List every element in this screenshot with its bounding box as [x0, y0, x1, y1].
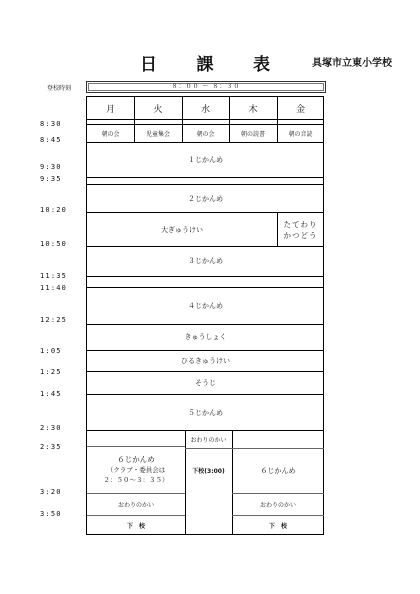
- morning-fri: 朝の音読: [288, 131, 313, 138]
- time-label: 9:35: [40, 175, 62, 183]
- wed-dismissal: 下校(3:00): [192, 468, 225, 475]
- time-label: 1:05: [40, 347, 62, 355]
- thu-dismissal: 下 校: [268, 522, 287, 530]
- period-1: １じかんめ: [188, 155, 223, 164]
- noon-break: ひるきゅうけい: [181, 357, 230, 365]
- tatewari-activity: [277, 213, 324, 246]
- period-5: ５じかんめ: [188, 408, 223, 417]
- time-label: 11:40: [40, 284, 68, 292]
- time-label: 2:30: [40, 424, 62, 432]
- period-2: ２じかんめ: [188, 194, 223, 203]
- club-time: ２：５０〜３：３５）: [103, 475, 169, 484]
- morning-tue: 児童集会: [145, 131, 170, 138]
- time-label: 1:45: [40, 390, 62, 398]
- arrival-label: 登校時刻: [47, 85, 72, 92]
- day-header-fri: 金: [295, 104, 305, 115]
- tatewari-line: たてわり: [283, 219, 318, 229]
- day-header-thu: 木: [248, 104, 258, 115]
- time-label: 9:30: [40, 163, 62, 171]
- recess: 大ぎゅうけい: [161, 225, 203, 234]
- thu-period-6: ６じかんめ: [260, 467, 296, 475]
- time-label: 1:25: [40, 368, 62, 376]
- morning-mon: 朝の会: [101, 131, 120, 138]
- period-6-label: ６じかんめ: [117, 454, 155, 464]
- time-label: 8:45: [40, 136, 62, 144]
- day-header-tue: 火: [153, 104, 163, 115]
- morning-wed: 朝の会: [196, 131, 215, 138]
- time-label: 12:25: [40, 316, 68, 324]
- time-label: 10:50: [40, 240, 68, 248]
- time-label: 10:20: [40, 206, 68, 214]
- closing-meeting: おわりのかい: [117, 501, 154, 509]
- thu-closing-meeting: おわりのかい: [259, 501, 296, 509]
- period-3: ３じかんめ: [188, 257, 223, 265]
- period-4: ４じかんめ: [188, 302, 223, 310]
- day-header-wed: 水: [200, 104, 210, 115]
- time-label: 8:30: [40, 120, 62, 128]
- cleaning: そうじ: [195, 379, 216, 387]
- morning-thu: 朝の読書: [240, 131, 265, 138]
- page-title: [140, 50, 270, 74]
- day-header-mon: 月: [105, 104, 115, 115]
- arrival-time-box: ８：００ 〜 ８：３０: [86, 81, 326, 93]
- time-label: 3:20: [40, 488, 62, 496]
- title-char: 日: [140, 55, 157, 75]
- title-char: 課: [196, 55, 214, 75]
- wed-closing-meeting: おわりのかい: [190, 436, 227, 444]
- title-char: 表: [253, 55, 270, 75]
- timetable: [86, 96, 324, 535]
- dismissal: 下 校: [126, 522, 145, 530]
- school-name: 具塚市立東小学校: [312, 58, 392, 69]
- lunch: きゅうしょく: [184, 333, 227, 341]
- mon-tue-period-6: [87, 447, 185, 492]
- time-label: 2:35: [40, 443, 62, 451]
- time-label: 3:50: [40, 510, 62, 518]
- time-label: 11:35: [40, 272, 68, 280]
- club-note: （クラブ・委員会は: [106, 465, 166, 474]
- tatewari-line: かつどう: [283, 230, 318, 240]
